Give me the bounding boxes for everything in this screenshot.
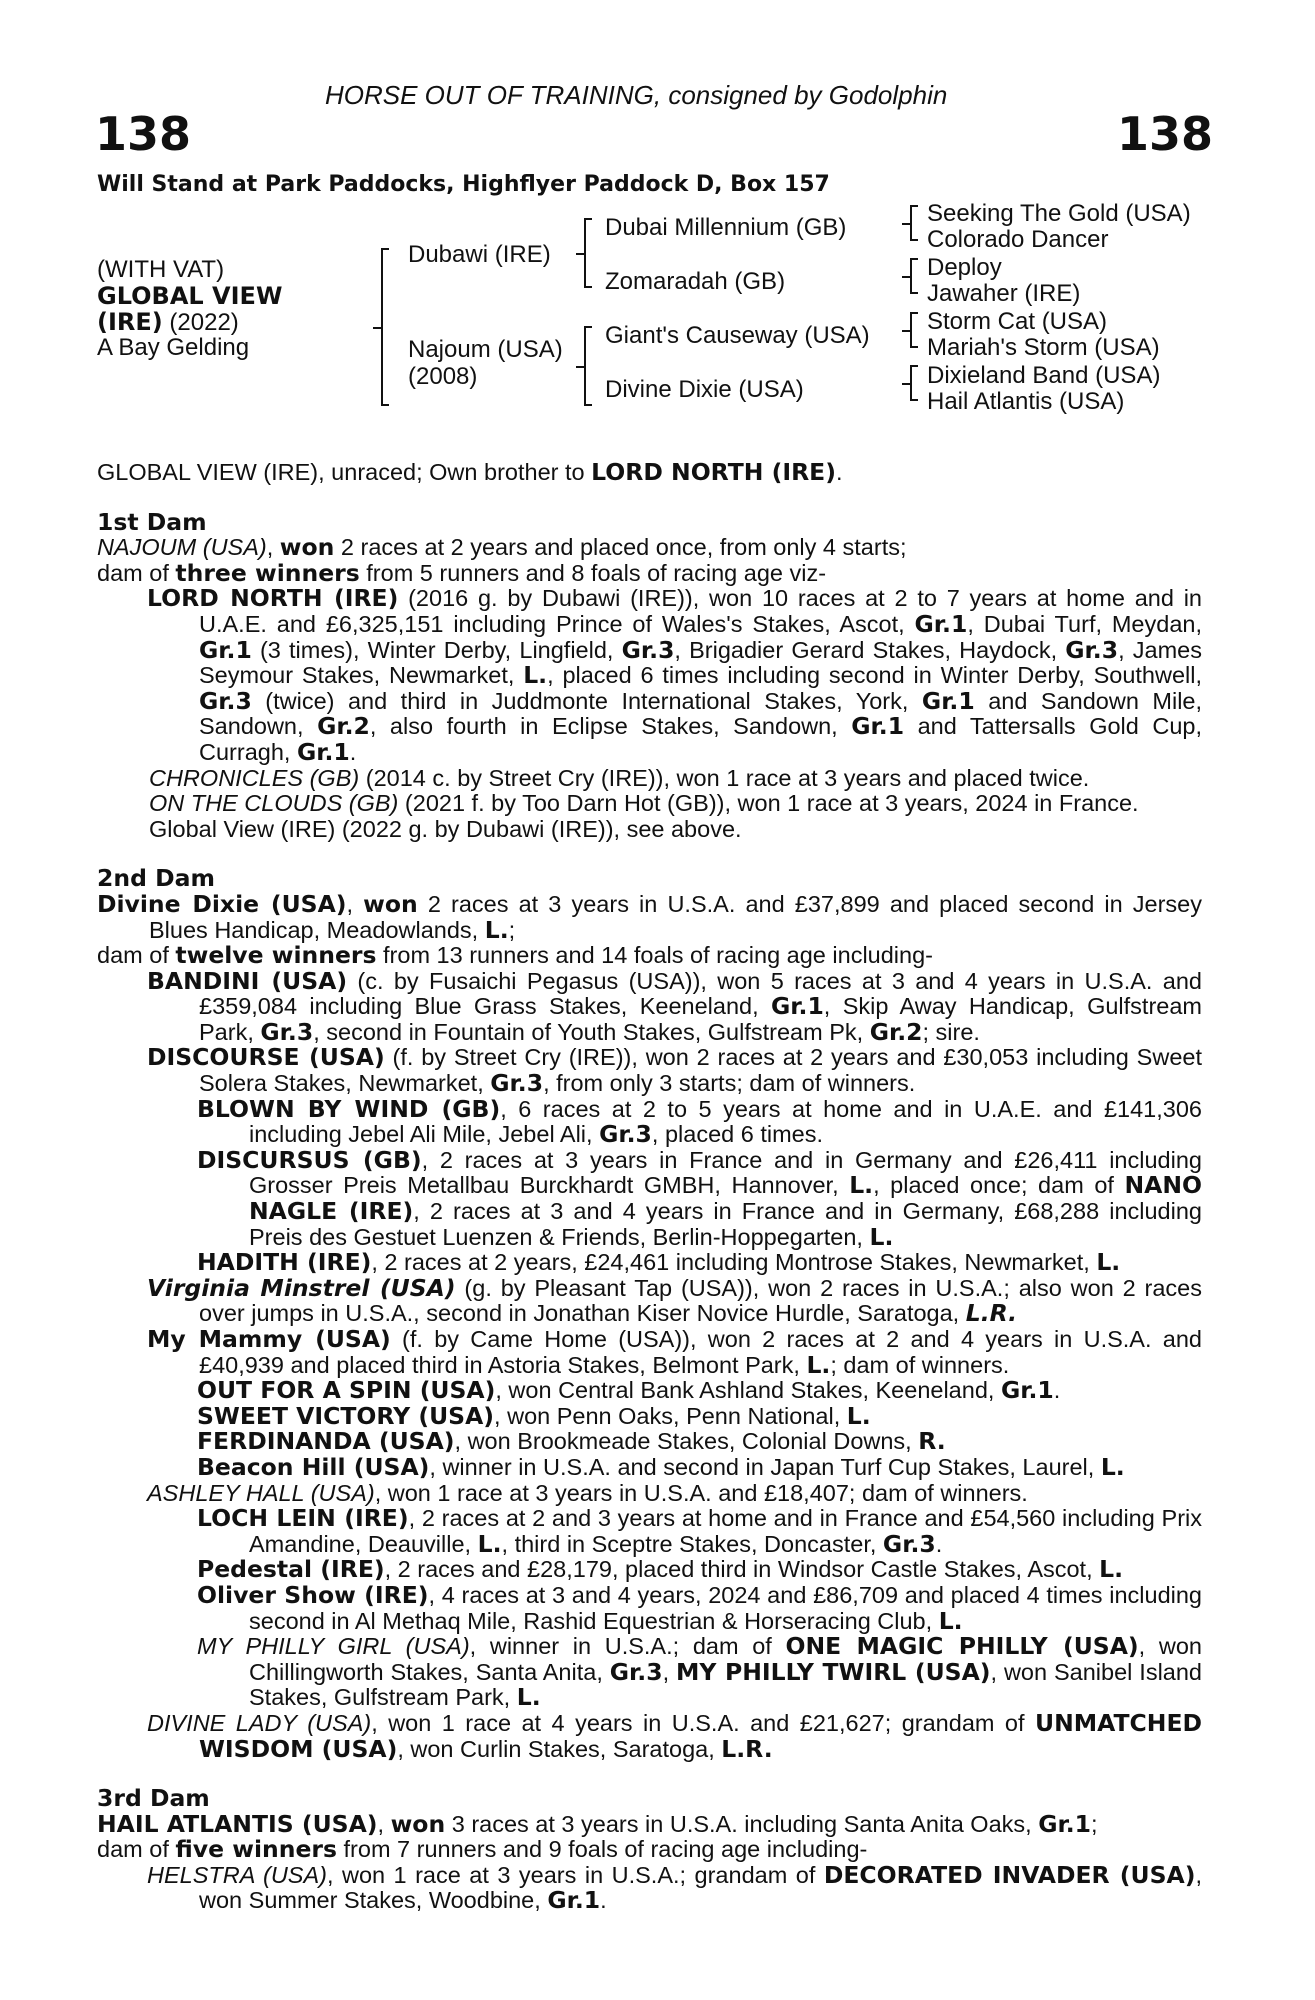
third-dam-summary: HAIL ATLANTIS (USA), won 3 races at 3 years in U.S.A. including Santa Anita Oaks, Gr.1; bbox=[97, 1809, 1098, 1838]
vat-note: (WITH VAT) bbox=[97, 256, 225, 283]
pedigree-dam-sire: Giant's Causeway (USA) bbox=[605, 322, 870, 349]
pedigree-brace-ds bbox=[910, 312, 912, 348]
entry-divine-lady: DIVINE LADY (USA), won 1 race at 4 years in U.S.A. and £21,627; grandam of UNMATCHED WISDOM (USA), won Curlin Stakes, Saratoga, L.R. bbox=[147, 1708, 1203, 1763]
entry-sweet-victory: SWEET VICTORY (USA), won Penn Oaks, Penn National, L. bbox=[197, 1401, 871, 1430]
first-dam-summary: NAJOUM (USA), won 2 races at 2 years and placed once, from only 4 starts; bbox=[97, 533, 907, 562]
entry-pedestal: Pedestal (IRE), 2 races and £28,179, placed third in Windsor Castle Stakes, Ascot, L. bbox=[197, 1555, 1124, 1584]
third-dam-heading: 3rd Dam bbox=[97, 1784, 210, 1813]
third-dam-produce: dam of five winners from 7 runners and 9 foals of racing age including- bbox=[97, 1835, 868, 1864]
entry-ferdinanda: FERDINANDA (USA), won Brookmeade Stakes, Colonial Downs, R. bbox=[197, 1427, 946, 1456]
pedigree-dam: Najoum (USA) bbox=[408, 336, 563, 363]
entry-oliver-show: Oliver Show (IRE), 4 races at 3 and 4 years, 2024 and £86,709 and placed 4 times including second in Al Methaq Mile, Rashid Equestrian & Horseracing Club, L. bbox=[197, 1580, 1203, 1635]
catalogue-subtitle: HORSE OUT OF TRAINING, consigned by Godolphin bbox=[325, 80, 948, 110]
entry-my-mammy: My Mammy (USA) (f. by Came Home (USA)), won 2 races at 2 and 4 years in U.S.A. and £40,939 and placed third in Astoria Stakes, Belmont Park, L.; dam of winners. bbox=[147, 1325, 1202, 1379]
stand-location: Will Stand at Park Paddocks, Highflyer Paddock D, Box 157 bbox=[97, 172, 830, 197]
entry-ashley-hall: ASHLEY HALL (USA), won 1 race at 3 years in U.S.A. and £18,407; dam of winners. bbox=[147, 1479, 1028, 1506]
second-dam-produce: dam of twelve winners from 13 runners and 14 foals of racing age including- bbox=[97, 941, 933, 970]
horse-description: A Bay Gelding bbox=[97, 334, 250, 361]
horse-name: GLOBAL VIEW bbox=[97, 282, 283, 310]
pedigree-brace-dam bbox=[584, 326, 586, 406]
pedigree-dsd: Mariah's Storm (USA) bbox=[927, 334, 1160, 361]
pedigree-sss: Seeking The Gold (USA) bbox=[927, 200, 1191, 227]
horse-suffix: (IRE) bbox=[97, 308, 163, 336]
first-dam-produce: dam of three winners from 5 runners and 8 foals of racing age viz- bbox=[97, 558, 827, 587]
pedigree-sds: Deploy bbox=[927, 254, 1002, 281]
intro-line: GLOBAL VIEW (IRE), unraced; Own brother to LORD NORTH (IRE). bbox=[97, 458, 843, 486]
second-dam-heading: 2nd Dam bbox=[97, 864, 215, 893]
second-dam-summary: Divine Dixie (USA), won 2 races at 3 years in U.S.A. and £37,899 and placed second in Jersey Blues Handicap, Meadowlands, L.; bbox=[97, 889, 1202, 944]
pedigree-sdd: Jawaher (IRE) bbox=[927, 280, 1081, 307]
horse-origin-year bbox=[97, 308, 239, 337]
horse-year: (2022) bbox=[169, 309, 239, 336]
pedigree-sire-sire: Dubai Millennium (GB) bbox=[605, 214, 847, 241]
entry-lord-north: LORD NORTH (IRE) (2016 g. by Dubawi (IRE)), won 10 races at 2 to 7 years at home and in U.A.E. and £6,325,151 including Prince of Wales's Stakes, Ascot, Gr.1, Dubai Turf, Meydan, Gr.1 (3 times), Winter Derby, Lingfield, Gr.3, Brigadier Gerard Stakes, Haydock, Gr.3, James Seymour Stakes, Newmarket, L., placed 6 times including second in Winter Derby, Southwell, Gr.3 (twice) and third in Juddmonte International Stakes, York, Gr.1 and Sandown Mile, Sandown, Gr.2, also fourth in Eclipse Stakes, Sandown, Gr.1 and Tattersalls Gold Cup, Curragh, Gr.1. bbox=[147, 584, 1203, 766]
entry-bandini: BANDINI (USA) (c. by Fusaichi Pegasus (USA)), won 5 races at 3 and 4 years in U.S.A. and £359,084 including Blue Grass Stakes, Keeneland, Gr.1, Skip Away Handicap, Gulfstream Park, Gr.3, second in Fountain of Youth Stakes, Gulfstream Pk, Gr.2; sire. bbox=[147, 966, 1202, 1046]
pedigree-brace-dd bbox=[910, 365, 912, 401]
first-dam-heading: 1st Dam bbox=[97, 507, 207, 536]
pedigree-brace-ss bbox=[910, 205, 912, 241]
pedigree-dam-year: (2008) bbox=[408, 363, 478, 390]
lot-number-left: 138 bbox=[95, 107, 192, 161]
entry-discourse: DISCOURSE (USA) (f. by Street Cry (IRE)), won 2 races at 2 years and £30,053 including Sweet Solera Stakes, Newmarket, Gr.3, from only 3 starts; dam of winners. bbox=[147, 1043, 1202, 1098]
pedigree-sire-dam: Zomaradah (GB) bbox=[605, 268, 786, 295]
lot-number-right: 138 bbox=[1117, 107, 1214, 161]
entry-chronicles: CHRONICLES (GB) (2014 c. by Street Cry (IRE)), won 1 race at 3 years and placed twice. bbox=[149, 764, 1090, 791]
entry-blown-by-wind: BLOWN BY WIND (GB), 6 races at 2 to 5 years at home and in U.A.E. and £141,306 including Jebel Ali Mile, Jebel Ali, Gr.3, placed 6 times. bbox=[197, 1094, 1202, 1149]
pedigree-dss: Storm Cat (USA) bbox=[927, 308, 1108, 335]
pedigree-dds: Dixieland Band (USA) bbox=[927, 362, 1161, 389]
entry-loch-lein: LOCH LEIN (IRE), 2 races at 2 and 3 years at home and in France and £54,560 including Prix Amandine, Deauville, L., third in Sceptre Stakes, Doncaster, Gr.3. bbox=[197, 1504, 1202, 1558]
pedigree-ddd: Hail Atlantis (USA) bbox=[927, 388, 1125, 415]
pedigree-brace-sire bbox=[584, 218, 586, 288]
entry-global-view: Global View (IRE) (2022 g. by Dubawi (IRE)), see above. bbox=[149, 815, 742, 842]
entry-helstra: HELSTRA (USA), won 1 race at 3 years in U.S.A.; grandam of DECORATED INVADER (USA), won Summer Stakes, Woodbine, Gr.1. bbox=[147, 1860, 1202, 1915]
pedigree-brace-main bbox=[381, 248, 383, 406]
entry-virginia-minstrel: Virginia Minstrel (USA) (g. by Pleasant Tap (USA)), won 2 races in U.S.A.; also won 2 races over jumps in U.S.A., second in Jonathan Kiser Novice Hurdle, Saratoga, L.R. bbox=[147, 1273, 1202, 1328]
entry-hadith: HADITH (IRE), 2 races at 2 years, £24,461 including Montrose Stakes, Newmarket, L. bbox=[197, 1248, 1121, 1277]
pedigree-sire: Dubawi (IRE) bbox=[408, 241, 551, 268]
entry-beacon-hill: Beacon Hill (USA), winner in U.S.A. and second in Japan Turf Cup Stakes, Laurel, L. bbox=[197, 1452, 1125, 1481]
pedigree-ssd: Colorado Dancer bbox=[927, 226, 1109, 253]
entry-on-the-clouds: ON THE CLOUDS (GB) (2021 f. by Too Darn Hot (GB)), won 1 race at 3 years, 2024 in France. bbox=[149, 790, 1139, 817]
pedigree-brace-sd bbox=[910, 258, 912, 294]
entry-out-for-a-spin: OUT FOR A SPIN (USA), won Central Bank Ashland Stakes, Keeneland, Gr.1. bbox=[197, 1376, 1061, 1405]
entry-discursus: DISCURSUS (GB), 2 races at 3 years in France and in Germany and £26,411 including Grosser Preis Metallbau Burckhardt GMBH, Hannover, L., placed once; dam of NANO NAGLE (IRE), 2 races at 3 and 4 years in France and in Germany, £68,288 including Preis des Gestuet Luenzen & Friends, Berlin-Hoppegarten, L. bbox=[197, 1145, 1202, 1251]
pedigree-dam-dam: Divine Dixie (USA) bbox=[605, 376, 804, 403]
entry-my-philly-girl: MY PHILLY GIRL (USA), winner in U.S.A.; dam of ONE MAGIC PHILLY (USA), won Chillingworth Stakes, Santa Anita, Gr.3, MY PHILLY TWIRL (USA), won Sanibel Island Stakes, Gulfstream Park, L. bbox=[197, 1632, 1202, 1712]
catalogue-body bbox=[97, 460, 1202, 1914]
